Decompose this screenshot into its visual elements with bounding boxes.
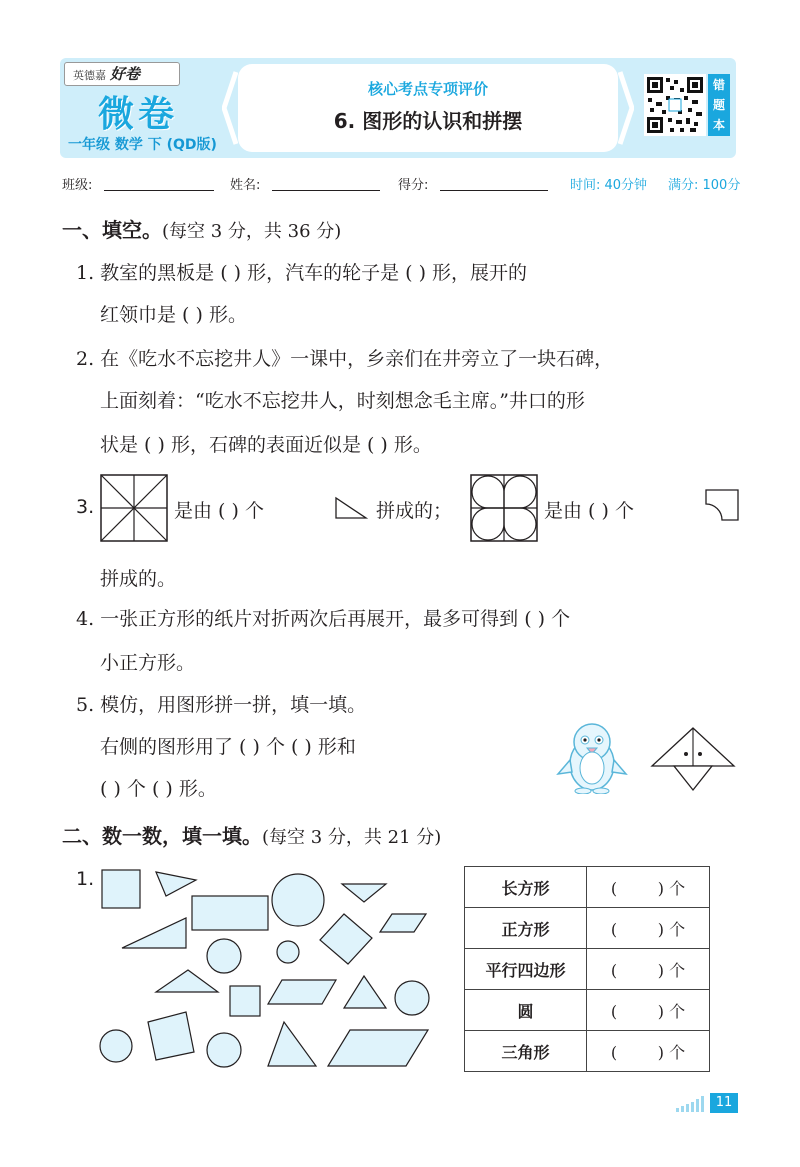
q1-line2: 红领巾是 ( ) 形。 <box>100 304 247 326</box>
brand-tag <box>64 62 180 86</box>
square-four-quarter-circles-figure <box>470 474 538 542</box>
shape-name-cell: 圆 <box>465 990 587 1031</box>
rectangle-shape <box>192 896 268 930</box>
answer-blank-cell[interactable]: ( ) 个 <box>587 1031 710 1072</box>
q5-line3: ( ) 个 ( ) 形。 <box>100 778 217 800</box>
class-field[interactable] <box>104 190 214 191</box>
square-shape <box>230 986 260 1016</box>
section1-heading: 一、填空。 <box>62 218 162 242</box>
circle-shape <box>395 981 429 1015</box>
brand-hao: 好卷 <box>110 65 141 83</box>
class-label: 班级: <box>62 178 93 193</box>
section2-points: (每空 3 分，共 21 分) <box>262 827 442 848</box>
q3-part2: 拼成的； <box>376 500 453 522</box>
shape-name-cell: 三角形 <box>465 1031 587 1072</box>
section1-points: (每空 3 分，共 36 分) <box>162 221 342 242</box>
square-eight-triangles-figure <box>100 474 168 542</box>
circle-shape <box>207 1033 241 1067</box>
q3-part1: 是由 ( ) 个 <box>174 500 264 522</box>
shape-name-cell: 正方形 <box>465 908 587 949</box>
square-shape <box>320 914 372 964</box>
qr-code-icon[interactable] <box>644 74 706 136</box>
chevron-right-icon <box>618 70 634 146</box>
answer-blank-cell[interactable]: ( ) 个 <box>587 867 710 908</box>
table-row <box>465 908 710 949</box>
name-field[interactable] <box>272 190 380 191</box>
triangle-shape <box>342 884 386 902</box>
shape-name-cell: 长方形 <box>465 867 587 908</box>
quarter-shape-icon <box>704 488 740 522</box>
full-score-label: 满分: 100分 <box>668 178 741 193</box>
page-number: 11 <box>710 1093 738 1113</box>
answer-blank-cell[interactable]: ( ) 个 <box>587 908 710 949</box>
circle-shape <box>277 941 299 963</box>
q5-line1: 5. 模仿，用图形拼一拼，填一填。 <box>76 694 367 716</box>
triangle-shape <box>268 1022 316 1066</box>
q2-line1: 2. 在《吃水不忘挖井人》一课中，乡亲们在井旁立了一块石碑， <box>76 348 614 370</box>
circle-shape <box>272 874 324 926</box>
chevron-left-icon <box>222 70 238 146</box>
shape-count-table <box>464 866 710 1072</box>
q3-line2: 拼成的。 <box>100 568 177 590</box>
page-deco-icon <box>676 1094 708 1112</box>
score-label: 得分: <box>398 178 429 193</box>
triangle-shape <box>122 918 186 948</box>
circle-shape <box>207 939 241 973</box>
q5-line2: 右侧的图形用了 ( ) 个 ( ) 形和 <box>100 736 356 758</box>
q4-line1: 4. 一张正方形的纸片对折两次后再展开，最多可得到 ( ) 个 <box>76 608 571 630</box>
parallelogram-shape <box>380 914 426 932</box>
answer-blank-cell[interactable]: ( ) 个 <box>587 949 710 990</box>
square-shape <box>148 1012 194 1060</box>
section2-q1-number: 1. <box>76 868 95 890</box>
triangle-tangram-figure <box>648 726 738 792</box>
lesson-title: 6. 图形的认识和拼摆 <box>333 109 523 133</box>
kicker-title: 核心考点专项评价 <box>367 80 488 98</box>
section1-title <box>62 214 341 243</box>
q2-line3: 状是 ( ) 形，石碑的表面近似是 ( ) 形。 <box>100 434 432 456</box>
name-label: 姓名: <box>230 178 261 193</box>
triangle-shape <box>156 970 218 992</box>
q3-number: 3. <box>76 496 95 518</box>
table-row <box>465 867 710 908</box>
brand-name: 英德嘉 <box>73 69 106 82</box>
q4-line2: 小正方形。 <box>100 652 196 674</box>
parallelogram-shape <box>328 1030 428 1066</box>
grade-label: 一年级 数学 下 (QD版) <box>68 137 217 153</box>
q3-part3: 是由 ( ) 个 <box>544 500 634 522</box>
series-title: 微卷 <box>98 93 179 135</box>
table-row <box>465 949 710 990</box>
q1-line1: 1. 教室的黑板是 ( ) 形，汽车的轮子是 ( ) 形，展开的 <box>76 262 528 284</box>
triangle-shape <box>344 976 386 1008</box>
cuoti-badge[interactable] <box>708 74 730 136</box>
shape-name-cell: 平行四边形 <box>465 949 587 990</box>
cuoti-label: 错题本 <box>713 78 726 132</box>
right-triangle-icon <box>334 496 368 520</box>
time-label: 时间: 40分钟 <box>570 178 648 193</box>
answer-blank-cell[interactable]: ( ) 个 <box>587 990 710 1031</box>
q2-line2: 上面刻着：“吃水不忘挖井人，时刻想念毛主席。”井口的形 <box>100 390 585 412</box>
section2-title <box>62 820 441 849</box>
circle-shape <box>100 1030 132 1062</box>
score-field[interactable] <box>440 190 548 191</box>
square-shape <box>102 870 140 908</box>
section2-heading: 二、数一数，填一填。 <box>62 824 262 848</box>
penguin-illustration <box>556 720 628 794</box>
parallelogram-shape <box>268 980 336 1004</box>
table-row <box>465 1031 710 1072</box>
table-row <box>465 990 710 1031</box>
shapes-collection-figure <box>96 862 446 1078</box>
triangle-shape <box>156 872 196 896</box>
